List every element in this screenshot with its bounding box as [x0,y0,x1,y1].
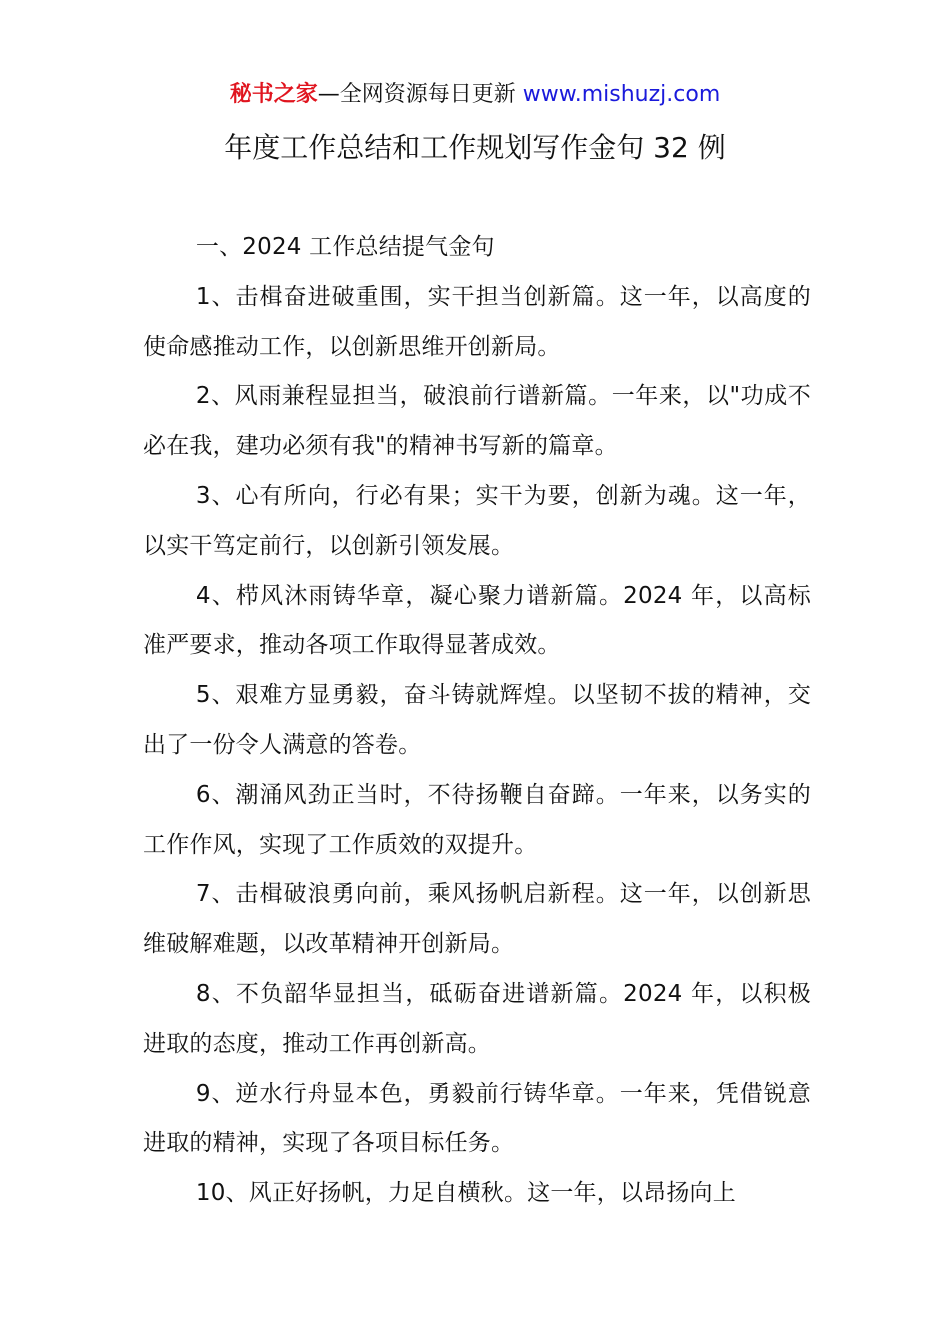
document-title: 年度工作总结和工作规划写作金句 32 例 [224,131,726,164]
site-header [0,78,950,112]
list-item: 8、不负韶华显担当，砥砺奋进谱新篇。2024 年，以积极进取的态度，推动工作再创新高。 [143,980,811,1057]
header-tagline: —全网资源每日更新 [317,82,516,107]
list-item: 9、逆水行舟显本色，勇毅前行铸华章。一年来，凭借锐意进取的精神，实现了各项目标任务。 [143,1080,811,1157]
list-item: 7、击楫破浪勇向前，乘风扬帆启新程。这一年，以创新思维破解难题，以改革精神开创新局。 [143,881,811,958]
section-heading: 一、2024 工作总结提气金句 [195,234,495,260]
document-body [143,223,811,1219]
list-item: 4、栉风沐雨铸华章，凝心聚力谱新篇。2024 年，以高标准严要求，推动各项工作取得显著成效。 [143,582,811,659]
list-item: 6、潮涌风劲正当时，不待扬鞭自奋蹄。一年来，以务实的工作作风，实现了工作质效的双提升。 [143,781,811,858]
brand-name: 秘书之家 [229,82,318,107]
list-item: 10、风正好扬帆，力足自横秋。这一年，以昂扬向上 [195,1180,736,1207]
list-item: 2、风雨兼程显担当，破浪前行谱新篇。一年来，以"功成不必在我，建功必须有我"的精神书写新的篇章。 [143,383,811,460]
site-url-link[interactable]: www.mishuzj.com [522,82,721,107]
list-item: 5、艰难方显勇毅，奋斗铸就辉煌。以坚韧不拔的精神，交出了一份令人满意的答卷。 [143,682,811,758]
list-item: 3、心有所向，行必有果；实干为要，创新为魂。这一年，以实干笃定前行，以创新引领发展。 [143,482,811,559]
list-item: 1、击楫奋进破重围，实干担当创新篇。这一年，以高度的使命感推动工作，以创新思维开创新局。 [143,283,811,360]
